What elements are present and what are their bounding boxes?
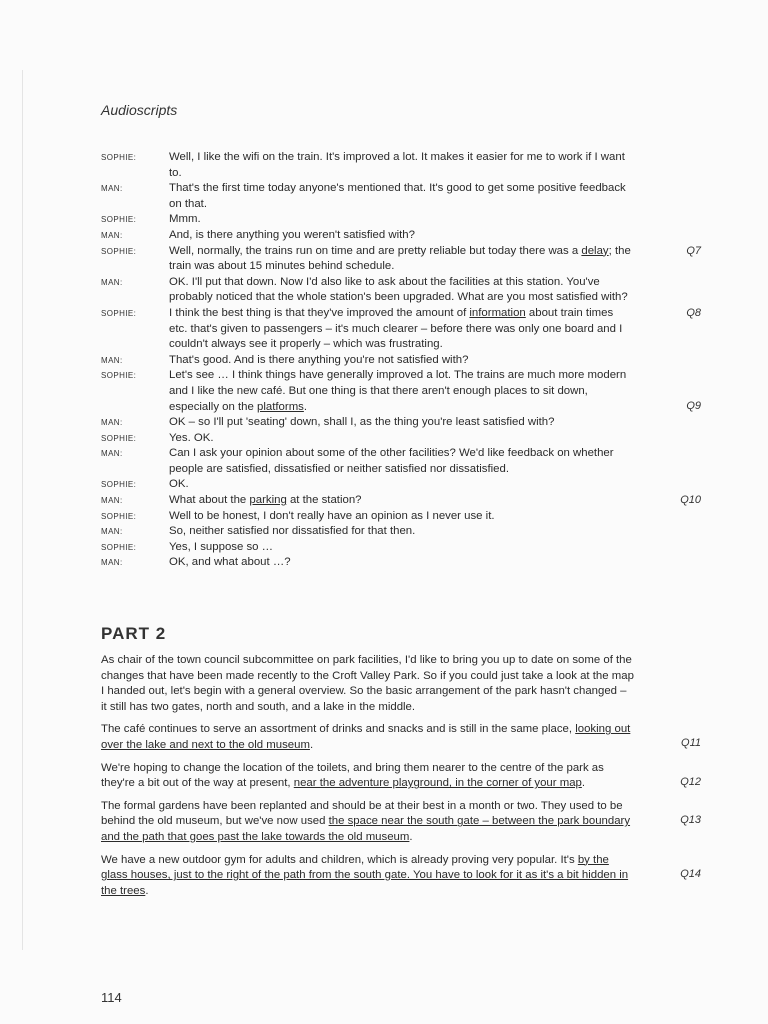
dialogue-line [101,555,701,571]
speaker-label: SOPHIE: [101,480,137,490]
dialogue-text: Can I ask your opinion about some of the other facilities? We'd like feedback on whether people are satisfied, dissatisfied or neither satisfied nor dissatisfied. [169,447,614,475]
speaker-label: SOPHIE: [101,433,137,443]
answer-underline: platforms [257,400,304,413]
dialogue-line [101,275,701,306]
speaker-label: SOPHIE: [101,371,137,381]
dialogue-text: Well, I like the wifi on the train. It's improved a lot. It makes it easier for me to work if I want to. [169,151,625,179]
dialogue-line [101,415,701,431]
answer-underline: parking [249,494,287,507]
answer-underline: delay [581,244,609,257]
dialogue-text-before: I think the best thing is that they've improved the amount of [169,306,470,319]
dialogue-text-after: at the station? [286,494,362,507]
dialogue-text: OK. I'll put that down. Now I'd also like to ask about the facilities at this station. You've probably noticed that the whole station's been upgraded. What are you most satisfied with? [169,275,628,304]
part-heading: PART 2 [101,624,167,643]
speaker-label: SOPHIE: [101,153,137,162]
dialogue-line [101,540,701,556]
dialogue-line [101,493,701,509]
speaker-label: MAN: [101,449,123,459]
question-marker: Q9 [686,400,701,413]
speaker-label: SOPHIE: [101,542,137,552]
paragraph [101,853,701,900]
dialogue-text: That's the first time today anyone's mentioned that. It's good to get some positive feedback on that. [169,182,626,210]
speaker-label: MAN: [101,558,123,568]
speaker-label: MAN: [101,230,123,240]
paragraph-text-before: We have a new outdoor gym for adults and children, which is already proving very popular. It's [101,853,578,866]
answer-underline: looking out over the lake and next to the old museum [101,723,631,751]
question-marker: Q12 [680,775,701,788]
dialogue-text: That's good. And is there anything you're not satisfied with? [169,353,469,366]
speaker-label: MAN: [101,496,123,506]
page-edge-shadow [22,70,23,950]
speaker-label: SOPHIE: [101,511,137,521]
paragraph-text-after: . [581,777,586,790]
paragraph-text-before: We're hoping to change the location of the toilets, and bring them nearer to the centre of the park as they're a bit out of the way at present, [101,761,604,790]
monologue [101,653,701,906]
dialogue-text: So, neither satisfied nor dissatisfied for that then. [169,525,416,538]
answer-underline: by the glass houses, just to the right of the path from the south gate. You have to look for it as it's a bit hidden in the trees [101,853,629,897]
paragraph-text-after: . [145,884,149,897]
paragraph-text-after: . [409,830,413,843]
paragraph-text: As chair of the town council subcommittee on park facilities, I'd like to bring you up to date on some of the changes that have been made recently to the Croft Valley Park. So if you could just take a look at the map I handed out, let's begin with a general overview. So the basic arrangement of the park hasn't changed – it still has two gates, north and south, and a lake in the middle. [101,654,634,713]
dialogue-text-after: about train times etc. that's given to passengers – it's much clearer – before there was only one board and I couldn't always see it properly – which was frustrating. [169,306,623,351]
dialogue-line [101,431,701,447]
speaker-label: MAN: [101,527,123,537]
speaker-label: MAN: [101,184,123,194]
page-number: 114 [101,990,122,1005]
dialogue-text: Well to be honest, I don't really have an opinion as I never use it. [169,509,495,522]
speaker-label: SOPHIE: [101,308,137,318]
dialogue-line [101,244,701,275]
speaker-label: SOPHIE: [101,215,137,225]
dialogue-line [101,446,701,477]
speaker-label: MAN: [101,277,123,287]
paragraph-text-before: The café continues to serve an assortment of drinks and snacks and is still in the same place, [101,723,576,736]
dialogue-line [101,509,701,525]
dialogue-text-before: Let's see … I think things have generally improved a lot. The trains are much more modern and I like the new café. But one thing is that there aren't enough places to sit down, especially on the [169,369,627,413]
question-marker: Q14 [680,867,701,880]
dialogue-text: OK – so I'll put 'seating' down, shall I, as the thing you're least satisfied with? [169,416,555,429]
answer-underline: near the adventure playground, in the corner of your map [293,777,582,790]
answer-underline: the space near the south gate – between the park boundary and the path that goes past the lake towards the old museum [101,815,631,843]
paragraph [101,799,701,846]
dialogue-text-after: ; the train was about 15 minutes behind schedule. [169,244,631,273]
dialogue-text: Yes, I suppose so … [169,540,274,553]
dialogue-text: Mmm. [169,213,201,226]
dialogue-line [101,150,701,181]
dialogue-line [101,306,701,353]
question-marker: Q7 [686,244,701,257]
dialogue-text-before: Well, normally, the trains run on time and are pretty reliable but today there was a [169,244,582,257]
dialogue-text-before: What about the [169,494,250,507]
dialogue-text: OK. [169,478,189,491]
dialogue-line [101,477,701,493]
question-marker: Q10 [680,494,701,507]
speaker-label: MAN: [101,418,123,428]
dialogue-line [101,353,701,369]
paragraph [101,653,701,715]
dialogue-line [101,524,701,540]
paragraph [101,722,701,753]
dialogue-text-after: . [303,400,308,413]
speaker-label: MAN: [101,355,123,365]
dialogue-text: Yes. OK. [169,431,214,444]
dialogue-line [101,212,701,228]
paragraph [101,761,701,792]
answer-underline: information [469,306,526,319]
paragraph-text-after: . [309,738,314,751]
paragraph-text-before: The formal gardens have been replanted and should be at their best in a month or two. They used to be behind the old museum, but we've now used [101,799,623,828]
section-header: Audioscripts [101,102,178,118]
dialogue-text: OK, and what about …? [169,556,291,569]
question-marker: Q8 [686,306,701,319]
question-marker: Q13 [680,813,701,826]
dialogue-line [101,368,701,415]
speaker-label: SOPHIE: [101,246,137,256]
dialogue-line [101,228,701,244]
question-marker: Q11 [681,737,701,750]
dialogue-text: And, is there anything you weren't satisfied with? [169,228,415,241]
dialogue-line [101,181,701,212]
transcript [101,150,701,571]
